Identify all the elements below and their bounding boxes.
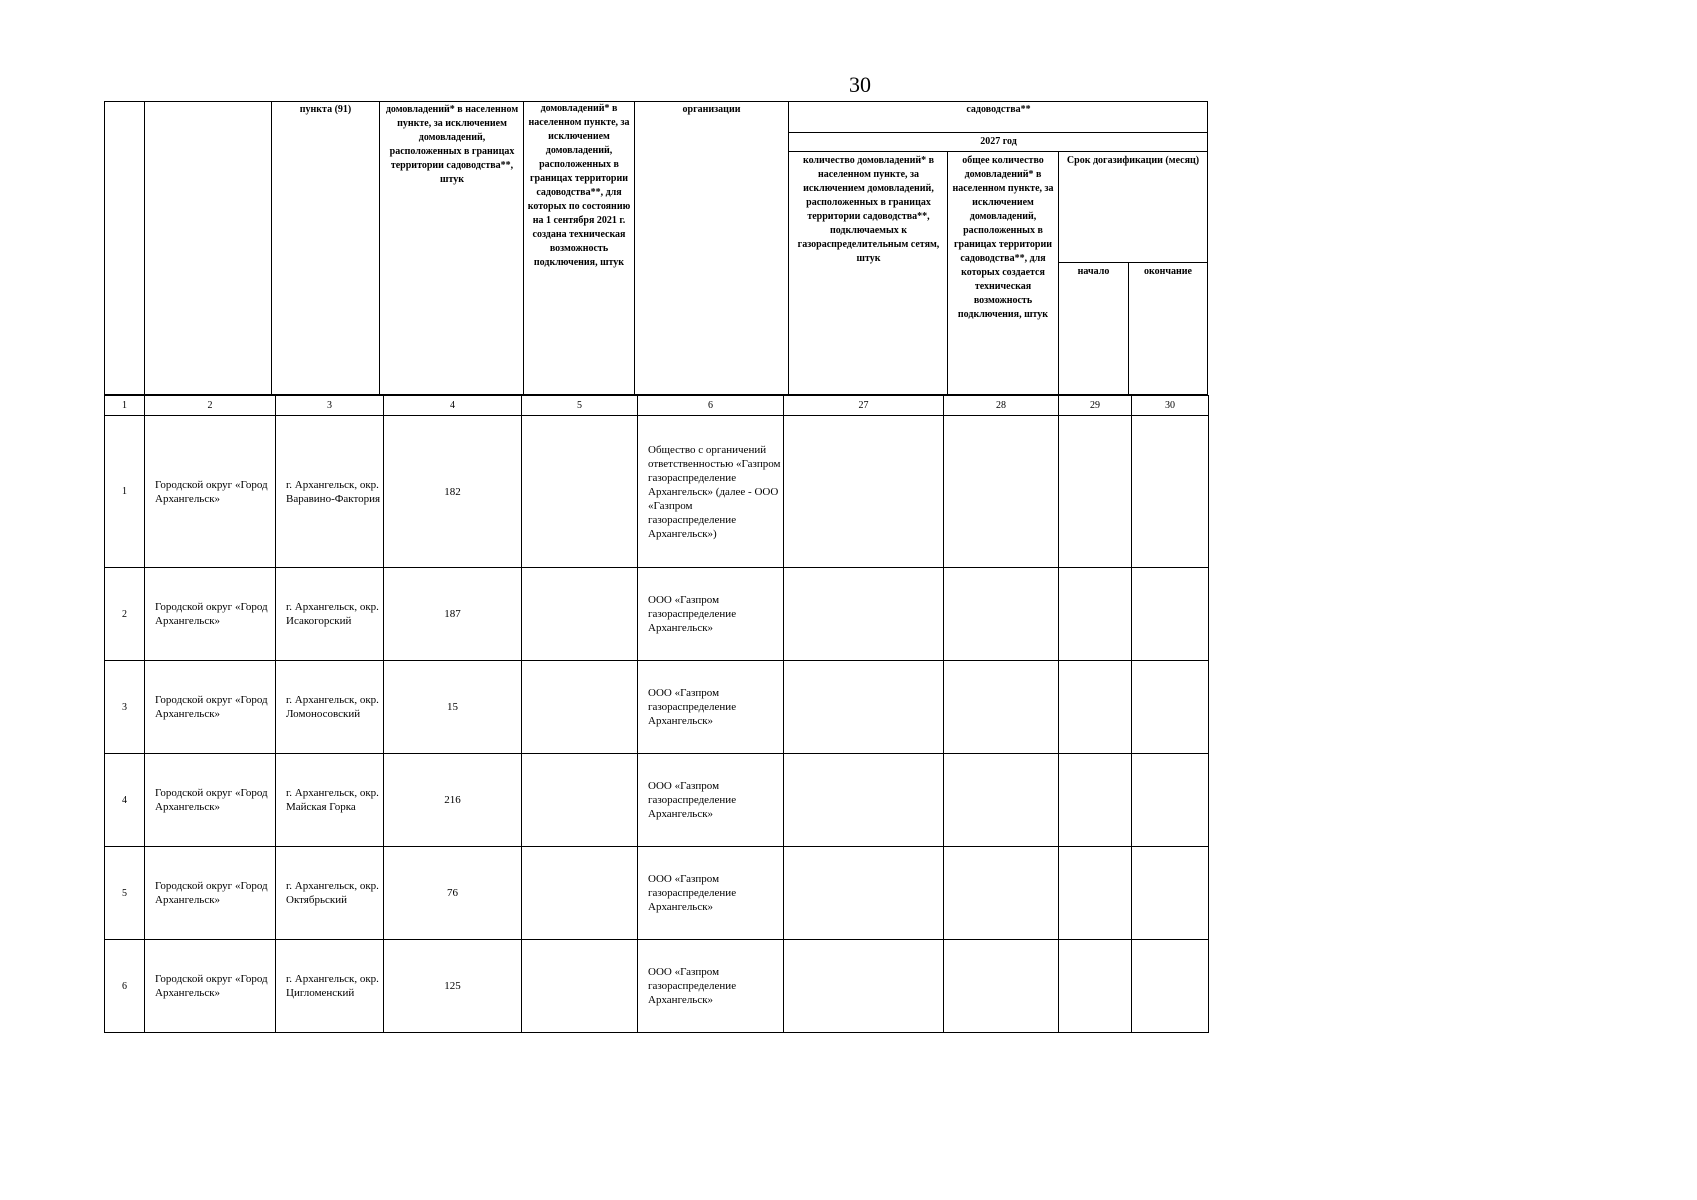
column-number: 27 <box>784 396 944 416</box>
header-year: 2027 год <box>980 136 1017 147</box>
header-border-top <box>104 101 1208 102</box>
district-cell: Городской округ «Город Архангельск» <box>145 661 276 754</box>
locality-cell: г. Архангельск, окр. Варавино-Фактория <box>276 416 384 568</box>
row-index: 4 <box>105 754 145 847</box>
table-row <box>105 940 1209 1033</box>
header-col28: общее количество домовладений* в населенном пункте, за исключением домовладений, расположенных в границах территории садоводства**, для которых создается техническая возможность подключения, штук <box>952 155 1054 320</box>
header-col6: организации <box>682 104 741 115</box>
col29-cell <box>1059 568 1132 661</box>
column-number: 29 <box>1059 396 1132 416</box>
capable-cell <box>522 416 638 568</box>
col30-cell <box>1132 847 1209 940</box>
table-header <box>104 101 1208 395</box>
col28-cell <box>944 661 1059 754</box>
col28-cell <box>944 416 1059 568</box>
district-cell: Городской округ «Город Архангельск» <box>145 754 276 847</box>
header-term: Срок догазификации (месяц) <box>1066 155 1200 166</box>
table-row <box>105 416 1209 568</box>
capable-cell <box>522 661 638 754</box>
district-cell: Городской округ «Город Архангельск» <box>145 940 276 1033</box>
organization-cell: ООО «Газпром газораспределение Архангельск» <box>638 661 784 754</box>
col29-cell <box>1059 754 1132 847</box>
capable-cell <box>522 940 638 1033</box>
organization-cell: ООО «Газпром газораспределение Архангельск» <box>638 754 784 847</box>
header-end: окончание <box>1144 266 1192 277</box>
data-table <box>104 395 1209 1033</box>
organization-cell: ООО «Газпром газораспределение Архангельск» <box>638 568 784 661</box>
header-col3: пункта (91) <box>299 104 352 115</box>
row-index: 2 <box>105 568 145 661</box>
table-row <box>105 568 1209 661</box>
col27-cell <box>784 754 944 847</box>
organization-cell: ООО «Газпром газораспределение Архангельск» <box>638 847 784 940</box>
locality-cell: г. Архангельск, окр. Майская Горка <box>276 754 384 847</box>
locality-cell: г. Архангельск, окр. Октябрьский <box>276 847 384 940</box>
col30-cell <box>1132 661 1209 754</box>
header-col-sep <box>144 101 145 395</box>
page-number: 30 <box>849 72 871 97</box>
header-col4: домовладений* в населенном пункте, за исключением домовладений, расположенных в границах территории садоводства**, штук <box>385 104 519 185</box>
col27-cell <box>784 416 944 568</box>
header-group-top: садоводства** <box>966 104 1031 115</box>
col29-cell <box>1059 940 1132 1033</box>
households-cell: 216 <box>384 754 522 847</box>
col28-cell <box>944 940 1059 1033</box>
column-number: 1 <box>105 396 145 416</box>
col30-cell <box>1132 940 1209 1033</box>
col30-cell <box>1132 416 1209 568</box>
col29-cell <box>1059 847 1132 940</box>
table-row <box>105 661 1209 754</box>
col27-cell <box>784 940 944 1033</box>
district-cell: Городской округ «Город Архангельск» <box>145 416 276 568</box>
column-number: 4 <box>384 396 522 416</box>
col28-cell <box>944 754 1059 847</box>
capable-cell <box>522 568 638 661</box>
header-col-sep <box>271 101 272 395</box>
header-year-line <box>788 151 1208 152</box>
households-cell: 187 <box>384 568 522 661</box>
organization-cell: ООО «Газпром газораспределение Архангельск» <box>638 940 784 1033</box>
district-cell: Городской округ «Город Архангельск» <box>145 568 276 661</box>
header-group-line <box>788 132 1208 133</box>
column-number: 3 <box>276 396 384 416</box>
table-row <box>105 847 1209 940</box>
header-col-sep <box>634 101 635 395</box>
col27-cell <box>784 568 944 661</box>
table-row <box>105 754 1209 847</box>
col30-cell <box>1132 568 1209 661</box>
capable-cell <box>522 847 638 940</box>
households-cell: 125 <box>384 940 522 1033</box>
column-number: 2 <box>145 396 276 416</box>
households-cell: 182 <box>384 416 522 568</box>
column-number: 5 <box>522 396 638 416</box>
col28-cell <box>944 847 1059 940</box>
col27-cell <box>784 847 944 940</box>
district-cell: Городской округ «Город Архангельск» <box>145 847 276 940</box>
header-col27: количество домовладений* в населенном пункте, за исключением домовладений, расположенных в границах территории садоводства**, подключаемых к газораспределительным сетям, штук <box>797 155 940 264</box>
col29-cell <box>1059 416 1132 568</box>
row-index: 5 <box>105 847 145 940</box>
households-cell: 76 <box>384 847 522 940</box>
header-col-sep <box>947 151 948 395</box>
row-index: 6 <box>105 940 145 1033</box>
locality-cell: г. Архангельск, окр. Ломоносовский <box>276 661 384 754</box>
locality-cell: г. Архангельск, окр. Цигломенский <box>276 940 384 1033</box>
col28-cell <box>944 568 1059 661</box>
col27-cell <box>784 661 944 754</box>
col30-cell <box>1132 754 1209 847</box>
households-cell: 15 <box>384 661 522 754</box>
row-index: 3 <box>105 661 145 754</box>
header-border-left <box>104 101 105 395</box>
organization-cell: Общество с органичений ответственностью «Газпром газораспределение Архангельск» (далее - ООО «Газпром газораспределение Архангельск») <box>638 416 784 568</box>
header-col-sep <box>379 101 380 395</box>
column-number: 28 <box>944 396 1059 416</box>
header-col5: домовладений* в населенном пункте, за исключением домовладений, расположенных в границах территории садоводства**, для которых по состоянию на 1 сентября 2021 г. создана техническая возможность подключения, штук <box>527 103 631 268</box>
locality-cell: г. Архангельск, окр. Исакогорский <box>276 568 384 661</box>
col29-cell <box>1059 661 1132 754</box>
column-number: 30 <box>1132 396 1209 416</box>
header-term-line <box>1058 262 1208 263</box>
header-col-sep <box>523 101 524 395</box>
column-number: 6 <box>638 396 784 416</box>
header-col-sep <box>1128 262 1129 395</box>
capable-cell <box>522 754 638 847</box>
header-start: начало <box>1077 266 1110 277</box>
row-index: 1 <box>105 416 145 568</box>
column-number-row <box>105 396 1209 416</box>
